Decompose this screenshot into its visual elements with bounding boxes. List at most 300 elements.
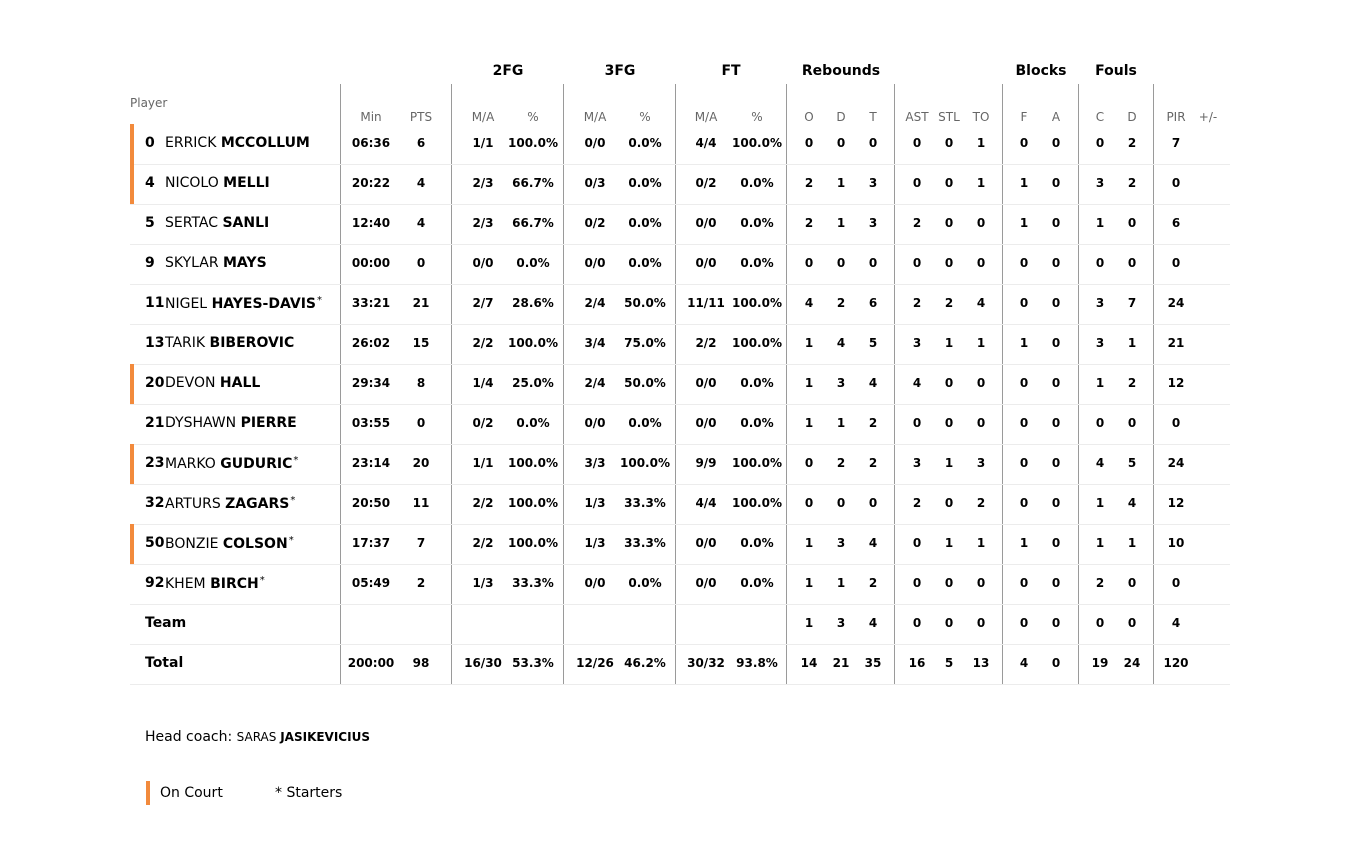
stat-cell: 1/1 <box>472 136 494 150</box>
column-header: STL <box>938 110 960 124</box>
stat-cell: 3 <box>868 176 878 190</box>
head-coach <box>145 729 370 745</box>
column-header: % <box>527 110 539 124</box>
stat-cell: 0/0 <box>695 576 717 590</box>
stat-cell: 0 <box>1019 376 1029 390</box>
stat-cell: 4 <box>836 336 846 350</box>
stat-cell: 0 <box>1171 416 1181 430</box>
column-header: Min <box>360 110 382 124</box>
stat-cell: 4/4 <box>695 136 717 150</box>
column-header: T <box>869 110 877 124</box>
stat-cell: 0 <box>836 136 846 150</box>
player-last-name: MCCOLLUM <box>220 135 310 151</box>
stat-cell: 0 <box>1051 656 1061 670</box>
player-last-name: GUDURIC <box>220 456 293 472</box>
player-number: 92 <box>145 575 165 591</box>
stat-cell: 100.0% <box>732 136 782 150</box>
on-court-indicator <box>130 524 134 564</box>
stat-cell: 2/2 <box>472 336 494 350</box>
stat-cell: 2 <box>1127 176 1137 190</box>
legend-starters: * Starters <box>275 785 343 801</box>
stat-cell: 0 <box>976 616 986 630</box>
stat-cell: 0.0% <box>740 176 774 190</box>
stat-cell: 0 <box>1127 416 1137 430</box>
stat-cell: 0 <box>976 256 986 270</box>
stat-cell: 33.3% <box>624 536 666 550</box>
stat-cell: 26:02 <box>351 336 391 350</box>
column-divider <box>894 84 895 684</box>
stat-cell: 4 <box>1019 656 1029 670</box>
stat-cell: 1 <box>1095 536 1105 550</box>
stat-cell: 4 <box>1095 456 1105 470</box>
player-number: 23 <box>145 455 165 471</box>
stat-cell: 0.0% <box>628 256 662 270</box>
stat-cell: 7 <box>416 536 426 550</box>
stat-cell: 21 <box>412 296 430 310</box>
stat-cell: 0 <box>1019 136 1029 150</box>
stat-cell: 14 <box>800 656 818 670</box>
team-row-label: Team <box>145 615 187 631</box>
column-header: % <box>751 110 763 124</box>
player-number: 11 <box>145 295 165 311</box>
on-court-indicator <box>130 124 134 164</box>
player-last-name: BIRCH <box>210 576 259 592</box>
stat-cell: 2/7 <box>472 296 494 310</box>
stat-cell: 24 <box>1123 656 1141 670</box>
stat-cell: 0 <box>1051 416 1061 430</box>
stat-cell: 46.2% <box>624 656 666 670</box>
stat-cell: 3 <box>836 616 846 630</box>
player-first-name: SKYLAR <box>165 255 219 271</box>
row-divider <box>130 204 1230 205</box>
stat-cell: 0 <box>1051 256 1061 270</box>
stat-cell: 0.0% <box>628 176 662 190</box>
stat-cell: 0 <box>1127 616 1137 630</box>
stat-cell: 4 <box>868 536 878 550</box>
column-header: PIR <box>1166 110 1186 124</box>
stat-cell: 0 <box>912 576 922 590</box>
stat-cell: 2 <box>976 496 986 510</box>
stat-cell: 2 <box>416 576 426 590</box>
stat-cell: 66.7% <box>512 216 554 230</box>
stat-cell: 4 <box>868 376 878 390</box>
starter-asterisk: * <box>290 495 296 506</box>
stat-cell: 4/4 <box>695 496 717 510</box>
stat-cell: 120 <box>1163 656 1189 670</box>
stat-cell: 0/0 <box>584 576 606 590</box>
stat-cell: 2/4 <box>584 376 606 390</box>
stat-cell: 50.0% <box>624 296 666 310</box>
column-header: +/- <box>1198 110 1218 124</box>
stat-cell: 0/0 <box>584 416 606 430</box>
head-coach-last: JASIKEVICIUS <box>280 730 370 744</box>
stat-cell: 0/2 <box>695 176 717 190</box>
column-header: TO <box>972 110 990 124</box>
column-divider <box>340 84 341 684</box>
player-name[interactable] <box>165 295 322 312</box>
stat-cell: 15 <box>412 336 430 350</box>
stat-cell: 2 <box>912 216 922 230</box>
stat-cell: 2/4 <box>584 296 606 310</box>
stat-cell: 23:14 <box>351 456 391 470</box>
stat-cell: 0.0% <box>516 416 550 430</box>
player-first-name: NICOLO <box>165 175 219 191</box>
player-name[interactable] <box>165 415 297 431</box>
stat-cell: 0 <box>1127 256 1137 270</box>
stat-cell: 0 <box>1171 176 1181 190</box>
stat-cell: 0 <box>944 496 954 510</box>
stat-cell: 3/4 <box>584 336 606 350</box>
stat-cell: 0/0 <box>472 256 494 270</box>
stat-cell: 0 <box>944 416 954 430</box>
stat-cell: 00:00 <box>351 256 391 270</box>
stat-cell: 1 <box>804 576 814 590</box>
stat-cell: 0 <box>912 616 922 630</box>
stat-cell: 3 <box>976 456 986 470</box>
stat-cell: 11 <box>412 496 430 510</box>
column-header: D <box>1127 110 1137 124</box>
stat-cell: 0 <box>912 256 922 270</box>
player-first-name: DEVON <box>165 375 216 391</box>
player-name[interactable] <box>165 255 267 271</box>
stat-cell: 4 <box>1127 496 1137 510</box>
stat-cell: 50.0% <box>624 376 666 390</box>
stat-cell: 2 <box>1095 576 1105 590</box>
stat-cell: 100.0% <box>508 536 558 550</box>
stat-cell: 5 <box>1127 456 1137 470</box>
stat-cell: 0.0% <box>628 136 662 150</box>
stat-cell: 0 <box>1019 576 1029 590</box>
player-first-name: NIGEL <box>165 296 208 312</box>
stat-cell: 5 <box>868 336 878 350</box>
stat-cell: 0/0 <box>584 256 606 270</box>
stat-cell: 2 <box>868 456 878 470</box>
stat-cell: 0 <box>1051 216 1061 230</box>
stat-cell: 25.0% <box>512 376 554 390</box>
stat-cell: 1 <box>944 336 954 350</box>
player-name[interactable] <box>165 535 294 552</box>
stat-cell: 98 <box>412 656 430 670</box>
stat-cell: 0 <box>1019 256 1029 270</box>
stat-cell: 7 <box>1127 296 1137 310</box>
stat-cell: 21 <box>832 656 850 670</box>
column-header: F <box>1020 110 1028 124</box>
player-name[interactable] <box>165 135 310 151</box>
stat-cell: 200:00 <box>347 656 395 670</box>
stat-cell: 6 <box>416 136 426 150</box>
stat-cell: 0.0% <box>740 416 774 430</box>
stat-cell: 10 <box>1167 536 1185 550</box>
stat-cell: 6 <box>868 296 878 310</box>
row-divider <box>130 564 1230 565</box>
stat-cell: 0.0% <box>740 376 774 390</box>
player-first-name: DYSHAWN <box>165 415 237 431</box>
stat-cell: 100.0% <box>508 336 558 350</box>
column-header: M/A <box>583 110 607 124</box>
starter-asterisk: * <box>317 295 323 306</box>
stat-cell: 0 <box>1019 496 1029 510</box>
player-first-name: ERRICK <box>165 135 217 151</box>
stat-cell: 0 <box>944 176 954 190</box>
stat-cell: 20:22 <box>351 176 391 190</box>
stat-cell: 13 <box>972 656 990 670</box>
total-row-label: Total <box>145 655 184 671</box>
player-number: 50 <box>145 535 165 551</box>
stat-cell: 1 <box>836 216 846 230</box>
stat-cell: 0 <box>944 576 954 590</box>
stat-cell: 0 <box>912 136 922 150</box>
stat-cell: 4 <box>976 296 986 310</box>
column-header: PTS <box>409 110 433 124</box>
stat-cell: 0 <box>912 416 922 430</box>
column-header: O <box>804 110 814 124</box>
stat-cell: 3 <box>868 216 878 230</box>
head-coach-first: SARAS <box>236 730 277 744</box>
stat-cell: 4 <box>868 616 878 630</box>
stat-cell: 20:50 <box>351 496 391 510</box>
stat-cell: 8 <box>416 376 426 390</box>
stat-cell: 0 <box>1127 576 1137 590</box>
stat-cell: 0 <box>1019 456 1029 470</box>
stat-cell: 1/1 <box>472 456 494 470</box>
stat-cell: 0 <box>1019 416 1029 430</box>
stat-cell: 0 <box>1171 576 1181 590</box>
stat-cell: 1 <box>1019 536 1029 550</box>
stat-cell: 66.7% <box>512 176 554 190</box>
row-divider <box>130 404 1230 405</box>
starter-asterisk: * <box>259 575 265 586</box>
group-header-2fg: 2FG <box>492 63 524 79</box>
stat-cell: 0 <box>976 416 986 430</box>
stat-cell: 0 <box>868 496 878 510</box>
stat-cell: 0 <box>836 496 846 510</box>
column-header: M/A <box>694 110 718 124</box>
stat-cell: 16 <box>908 656 926 670</box>
stat-cell: 35 <box>864 656 882 670</box>
stat-cell: 4 <box>1171 616 1181 630</box>
stat-cell: 1/3 <box>472 576 494 590</box>
stat-cell: 0 <box>1051 456 1061 470</box>
stat-cell: 3/3 <box>584 456 606 470</box>
stat-cell: 12 <box>1167 376 1185 390</box>
row-divider <box>130 164 1230 165</box>
stat-cell: 0 <box>1171 256 1181 270</box>
stat-cell: 1 <box>1019 336 1029 350</box>
stat-cell: 11/11 <box>687 296 725 310</box>
stat-cell: 3 <box>836 376 846 390</box>
stat-cell: 100.0% <box>732 456 782 470</box>
stat-cell: 2 <box>1127 376 1137 390</box>
stat-cell: 1 <box>1095 216 1105 230</box>
stat-cell: 33:21 <box>351 296 391 310</box>
column-header: % <box>639 110 651 124</box>
stat-cell: 0 <box>944 616 954 630</box>
stat-cell: 100.0% <box>732 336 782 350</box>
stat-cell: 2/3 <box>472 216 494 230</box>
stat-cell: 0 <box>804 456 814 470</box>
stat-cell: 3 <box>836 536 846 550</box>
stat-cell: 0 <box>1051 136 1061 150</box>
player-name[interactable] <box>165 335 294 351</box>
stat-cell: 1 <box>804 416 814 430</box>
stat-cell: 0 <box>1051 336 1061 350</box>
player-last-name: MAYS <box>223 255 267 271</box>
column-divider <box>1078 84 1079 684</box>
stat-cell: 93.8% <box>736 656 778 670</box>
stat-cell: 0/2 <box>472 416 494 430</box>
stat-cell: 2/2 <box>472 536 494 550</box>
stat-cell: 1 <box>1095 496 1105 510</box>
stat-cell: 21 <box>1167 336 1185 350</box>
stat-cell: 3 <box>1095 296 1105 310</box>
stat-cell: 4 <box>416 176 426 190</box>
stat-cell: 0 <box>976 376 986 390</box>
stat-cell: 2/3 <box>472 176 494 190</box>
column-header: D <box>836 110 846 124</box>
stat-cell: 0.0% <box>740 256 774 270</box>
stat-cell: 0 <box>1019 616 1029 630</box>
stat-cell: 4 <box>416 216 426 230</box>
player-number: 4 <box>145 175 155 191</box>
stat-cell: 1 <box>944 456 954 470</box>
player-name[interactable] <box>165 575 265 592</box>
stat-cell: 28.6% <box>512 296 554 310</box>
player-name[interactable] <box>165 495 295 512</box>
stat-cell: 1 <box>1019 216 1029 230</box>
column-divider <box>675 84 676 684</box>
player-number: 9 <box>145 255 155 271</box>
stat-cell: 0.0% <box>628 416 662 430</box>
stat-cell: 0 <box>416 416 426 430</box>
stat-cell: 2 <box>944 296 954 310</box>
stat-cell: 100.0% <box>732 296 782 310</box>
player-last-name: MELLI <box>223 175 270 191</box>
stat-cell: 12/26 <box>576 656 614 670</box>
stat-cell: 2 <box>868 576 878 590</box>
stat-cell: 2 <box>804 216 814 230</box>
stat-cell: 0 <box>1051 616 1061 630</box>
stat-cell: 24 <box>1167 456 1185 470</box>
row-divider <box>130 444 1230 445</box>
legend-on-court: On Court <box>160 785 223 801</box>
stat-cell: 4 <box>912 376 922 390</box>
stat-cell: 2 <box>836 456 846 470</box>
stat-cell: 19 <box>1091 656 1109 670</box>
stat-cell: 2 <box>912 496 922 510</box>
player-name[interactable] <box>165 175 270 191</box>
stat-cell: 100.0% <box>732 496 782 510</box>
stat-cell: 2/2 <box>695 336 717 350</box>
player-last-name: PIERRE <box>240 415 297 431</box>
player-last-name: ZAGARS <box>225 496 290 512</box>
stat-cell: 100.0% <box>620 456 670 470</box>
stat-cell: 0 <box>1051 576 1061 590</box>
stat-cell: 0 <box>976 216 986 230</box>
column-divider <box>786 84 787 684</box>
stat-cell: 1 <box>804 376 814 390</box>
stat-cell: 1 <box>976 336 986 350</box>
player-last-name: BIBEROVIC <box>209 335 295 351</box>
stat-cell: 2 <box>1127 136 1137 150</box>
stat-cell: 0 <box>804 256 814 270</box>
stat-cell: 0 <box>836 256 846 270</box>
stat-cell: 0 <box>1051 376 1061 390</box>
head-coach-prefix: Head coach: <box>145 729 233 745</box>
row-divider <box>130 324 1230 325</box>
stat-cell: 0 <box>416 256 426 270</box>
stat-cell: 29:34 <box>351 376 391 390</box>
stat-cell: 1 <box>944 536 954 550</box>
stat-cell: 0/0 <box>695 536 717 550</box>
stat-cell: 3 <box>912 336 922 350</box>
group-header-ft: FT <box>721 63 741 79</box>
stat-cell: 9/9 <box>695 456 717 470</box>
stat-cell: 2 <box>868 416 878 430</box>
stat-cell: 1 <box>1127 336 1137 350</box>
stat-cell: 5 <box>944 656 954 670</box>
player-name[interactable] <box>165 215 269 231</box>
stat-cell: 03:55 <box>351 416 391 430</box>
stat-cell: 100.0% <box>508 496 558 510</box>
column-header: C <box>1095 110 1105 124</box>
stat-cell: 1 <box>1095 376 1105 390</box>
stat-cell: 0 <box>804 136 814 150</box>
row-divider <box>130 644 1230 645</box>
column-header: AST <box>905 110 929 124</box>
player-first-name: BONZIE <box>165 536 219 552</box>
stat-cell: 0/0 <box>584 136 606 150</box>
stat-cell: 0 <box>1127 216 1137 230</box>
row-divider <box>130 524 1230 525</box>
stat-cell: 0 <box>1095 136 1105 150</box>
stat-cell: 0 <box>868 256 878 270</box>
player-name[interactable] <box>165 455 298 472</box>
on-court-indicator <box>130 164 134 204</box>
row-divider <box>130 684 1230 685</box>
player-last-name: SANLI <box>222 215 270 231</box>
on-court-indicator <box>130 364 134 404</box>
group-header-3fg: 3FG <box>604 63 636 79</box>
stat-cell: 0.0% <box>740 576 774 590</box>
stat-cell: 1 <box>836 176 846 190</box>
stat-cell: 1 <box>836 576 846 590</box>
stat-cell: 7 <box>1171 136 1181 150</box>
stat-cell: 1/3 <box>584 496 606 510</box>
stat-cell: 0 <box>804 496 814 510</box>
stat-cell: 05:49 <box>351 576 391 590</box>
player-first-name: KHEM <box>165 576 206 592</box>
stat-cell: 12 <box>1167 496 1185 510</box>
column-divider <box>1002 84 1003 684</box>
stat-cell: 1/4 <box>472 376 494 390</box>
stat-cell: 0.0% <box>740 536 774 550</box>
stat-cell: 0 <box>912 536 922 550</box>
row-divider <box>130 604 1230 605</box>
stat-cell: 0 <box>976 576 986 590</box>
stat-cell: 1/3 <box>584 536 606 550</box>
stat-cell: 1 <box>976 536 986 550</box>
player-column-header: Player <box>130 96 168 110</box>
stat-cell: 24 <box>1167 296 1185 310</box>
column-header: M/A <box>471 110 495 124</box>
stat-cell: 1 <box>1019 176 1029 190</box>
stat-cell: 2 <box>836 296 846 310</box>
stat-cell: 2 <box>912 296 922 310</box>
stat-cell: 0.0% <box>740 216 774 230</box>
player-name[interactable] <box>165 375 260 391</box>
player-first-name: TARIK <box>165 335 206 351</box>
stat-cell: 30/32 <box>687 656 725 670</box>
